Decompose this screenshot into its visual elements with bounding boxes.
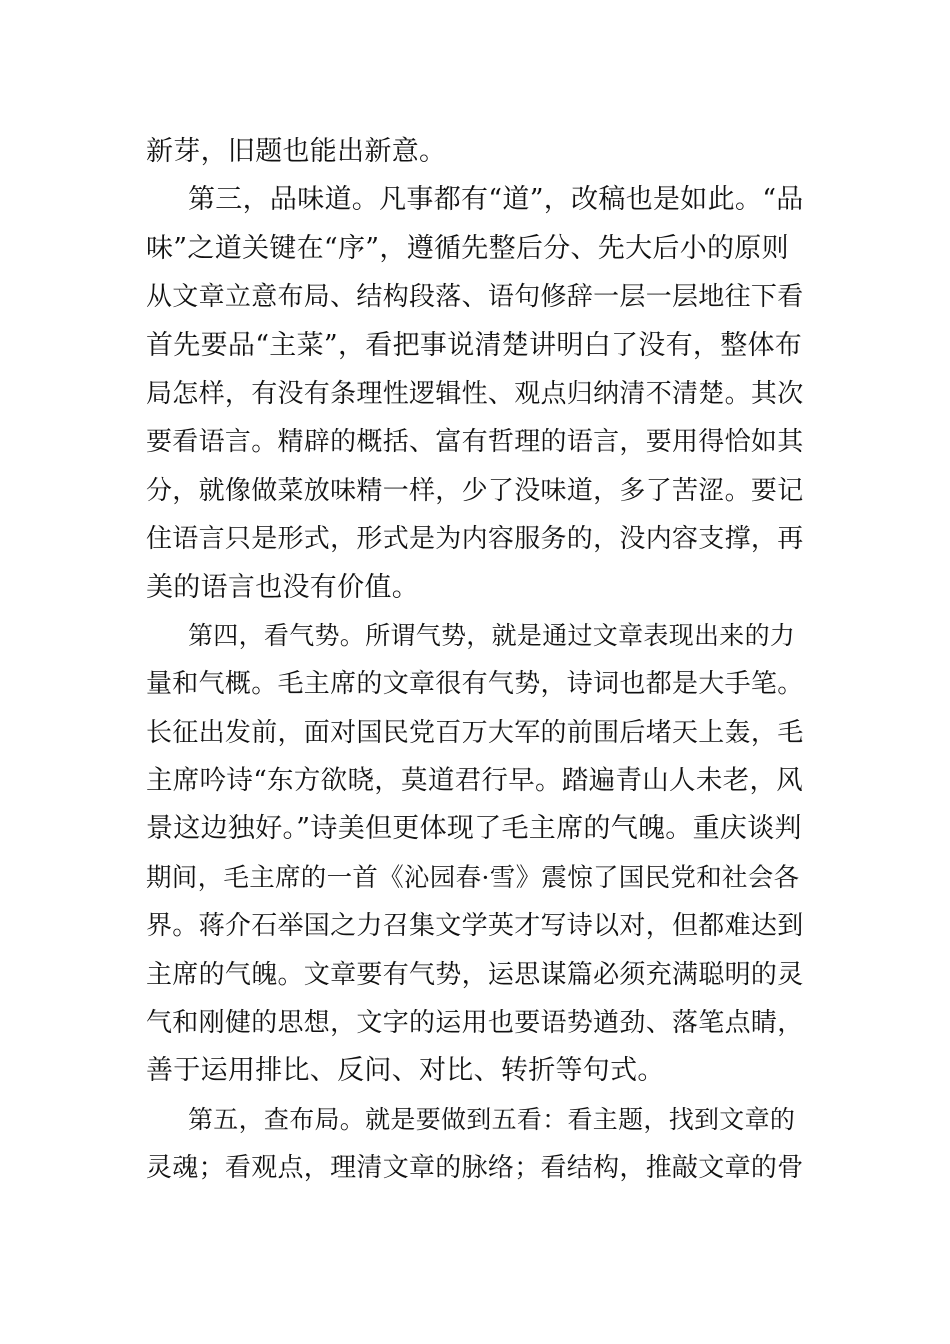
text-line: 主席吟诗“东方欲晓，莫道君行早。踏遍青山人未老，风: [146, 765, 804, 797]
text-line: 美的语言也没有价值。: [146, 571, 419, 603]
text-line: 味”之道关键在“序”，遵循先整后分、先大后小的原则: [146, 232, 789, 264]
text-line: 第四，看气势。所谓气势，就是通过文章表现出来的力: [188, 620, 796, 650]
text-line: 首先要品“主菜”，看把事说清楚讲明白了没有，整体布: [146, 329, 803, 361]
text-line: 要看语言。精辟的概括、富有哲理的语言，要用得恰如其: [146, 427, 804, 458]
text-line: 期间，毛主席的一首《沁园春·雪》震惊了国民党和社会各: [146, 862, 800, 893]
text-line: 善于运用排比、反问、对比、转折等句式。: [146, 1055, 665, 1087]
text-line: 局怎样，有没有条理性逻辑性、观点归纳清不清楚。其次: [146, 378, 804, 409]
text-line: 界。蒋介石举国之力召集文学英才写诗以对，但都难达到: [146, 911, 804, 942]
text-line: 新芽，旧题也能出新意。: [146, 136, 447, 167]
text-line: 分，就像做菜放味精一样，少了没味道，多了苦涩。要记: [146, 475, 804, 506]
text-line: 第五，查布局。就是要做到五看：看主题，找到文章的: [188, 1104, 796, 1134]
text-line: 第三，品味道。凡事都有“道”，改稿也是如此。“品: [188, 184, 804, 216]
text-line: 住语言只是形式，形式是为内容服务的，没内容支撑，再: [146, 524, 804, 555]
text-line: 从文章立意布局、结构段落、语句修辞一层一层地往下看: [146, 282, 804, 313]
text-line: 长征出发前，面对国民党百万大军的前围后堵天上轰，毛: [146, 717, 804, 748]
text-line: 气和刚健的思想，文字的运用也要语势遒劲、落笔点睛，: [146, 1008, 804, 1039]
text-line: 景这边独好。”诗美但更体现了毛主席的气魄。重庆谈判: [146, 813, 802, 845]
text-line: 量和气概。毛主席的文章很有气势，诗词也都是大手笔。: [146, 669, 804, 700]
text-line: 灵魂；看观点，理清文章的脉络；看结构，推敲文章的骨: [146, 1153, 804, 1184]
document-body: [146, 128, 806, 1193]
text-line: 主席的气魄。文章要有气势，运思谋篇必须充满聪明的灵: [146, 959, 804, 990]
